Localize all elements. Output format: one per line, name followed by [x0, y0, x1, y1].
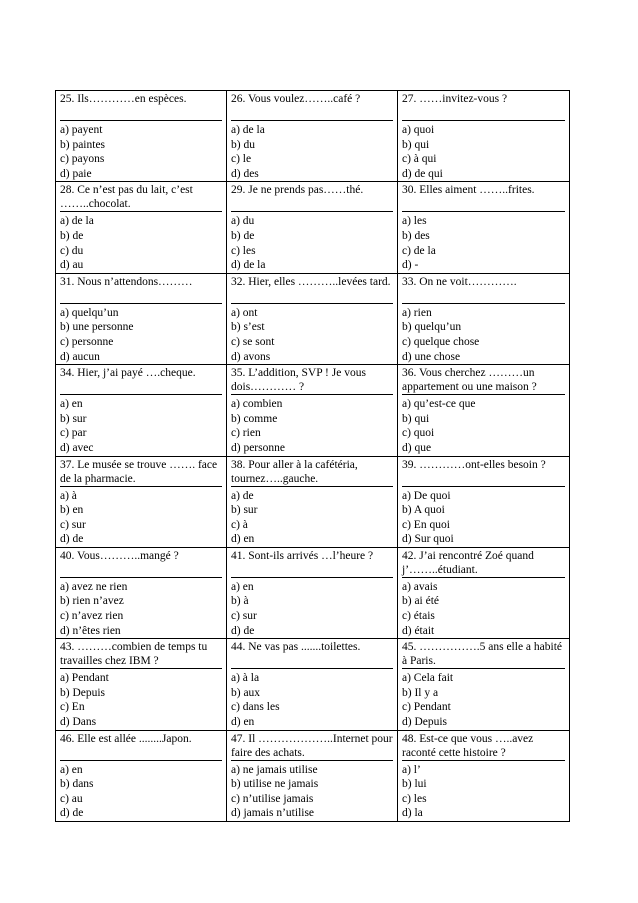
answer-option: b) du	[231, 138, 255, 151]
answer-option: b) lui	[402, 778, 427, 791]
question-cell	[56, 730, 227, 821]
answer-option: b) utilise ne jamais	[231, 778, 319, 791]
question-cell	[398, 273, 570, 364]
answer-option: d) aucun	[60, 350, 100, 363]
answer-option: c) n’avez rien	[60, 610, 124, 623]
answer-option: a) payent	[60, 124, 103, 136]
answer-option: b) qui	[402, 412, 430, 425]
answer-option: c) En	[60, 701, 85, 714]
answer-option: d) jamais n’utilise	[231, 807, 315, 820]
question-cell	[227, 730, 398, 821]
question-text: 47. Il ………………..Internet pour faire des achats.	[231, 732, 393, 759]
question-text: 29. Je ne prends pas……thé.	[231, 183, 393, 212]
quiz-body	[56, 91, 570, 822]
answer-option: c) les	[402, 792, 427, 805]
question-cell	[398, 91, 570, 182]
question-cell	[227, 273, 398, 364]
question-text: 41. Sont-ils arrivés …l’heure ?	[231, 549, 393, 578]
answer-option: a) avais	[402, 580, 438, 593]
answer-option: d) Dans	[60, 716, 97, 729]
question-cell	[56, 639, 227, 730]
question-text: 46. Elle est allée ........Japon.	[60, 732, 222, 761]
answer-option: b) rien n’avez	[60, 595, 124, 608]
question-text: 28. Ce n’est pas du lait, c’est ……..chocolat.	[60, 183, 222, 212]
question-text: 44. Ne vas pas .......toilettes.	[231, 640, 393, 669]
answer-option: a) combien	[231, 398, 283, 411]
answer-option: b) de	[231, 229, 255, 242]
answer-option: d) au	[60, 259, 84, 272]
question-text: 33. On ne voit………….	[402, 275, 565, 304]
question-cell	[56, 273, 227, 364]
answer-option: b) des	[402, 229, 430, 242]
answer-option: a) avez ne rien	[60, 580, 128, 593]
answer-option: b) une personne	[60, 321, 134, 334]
answer-option: c) se sont	[231, 335, 275, 348]
answer-option: c) quoi	[402, 427, 435, 440]
answer-option: a) Pendant	[60, 672, 109, 685]
answer-option: c) les	[231, 244, 256, 257]
answer-option: c) rien	[231, 427, 261, 440]
answer-option: d) Depuis	[402, 716, 448, 729]
question-row	[56, 182, 570, 273]
answer-option: a) du	[231, 215, 255, 228]
question-cell	[398, 365, 570, 456]
answer-option: c) à qui	[402, 153, 437, 166]
answer-option: d) de la	[231, 259, 266, 272]
answer-option: d) Sur quoi	[402, 533, 454, 546]
answer-option: c) au	[60, 792, 83, 805]
answer-option: d) une chose	[402, 350, 461, 363]
answer-option: d) -	[402, 259, 419, 272]
answer-option: b) A quoi	[402, 504, 445, 517]
answer-option: b) sur	[231, 504, 258, 517]
answer-option: c) le	[231, 153, 252, 166]
answer-option: a) en	[231, 580, 254, 593]
answer-option: b) Depuis	[60, 686, 106, 699]
question-text: 38. Pour aller à la cafétéria, tournez…..gauche.	[231, 458, 393, 487]
question-cell	[227, 547, 398, 638]
answer-option: d) de qui	[402, 167, 443, 180]
question-text: 32. Hier, elles ………..levées tard.	[231, 275, 393, 304]
answer-option: b) de	[60, 229, 84, 242]
question-row	[56, 456, 570, 547]
answer-option: c) à	[231, 518, 248, 531]
answer-option: a) en	[60, 398, 83, 411]
question-text: 30. Elles aiment ……..frites.	[402, 183, 565, 212]
answer-option: d) que	[402, 441, 432, 454]
question-text: 48. Est-ce que vous …..avez raconté cette histoire ?	[402, 732, 565, 761]
answer-option: b) s’est	[231, 321, 265, 334]
answer-option: c) de la	[402, 244, 436, 257]
answer-option: d) avec	[60, 441, 94, 454]
answer-option: c) dans les	[231, 701, 280, 714]
question-cell	[398, 182, 570, 273]
answer-option: a) de	[231, 489, 254, 502]
answer-option: d) personne	[231, 441, 285, 454]
question-text: 34. Hier, j’ai payé ….cheque.	[60, 366, 222, 395]
answer-option: d) n’êtes rien	[60, 624, 121, 637]
question-row	[56, 547, 570, 638]
answer-option: c) quelque chose	[402, 335, 480, 348]
answer-option: a) l’	[402, 763, 421, 776]
answer-option: d) avons	[231, 350, 271, 363]
answer-option: c) étais	[402, 610, 435, 623]
answer-option: c) payons	[60, 153, 105, 166]
answer-option: c) sur	[60, 518, 86, 531]
answer-option: d) paie	[60, 167, 92, 180]
answer-option: a) Cela fait	[402, 672, 454, 685]
question-cell	[56, 182, 227, 273]
question-row	[56, 639, 570, 730]
answer-option: a) rien	[402, 306, 432, 319]
answer-option: c) En quoi	[402, 518, 450, 531]
answer-option: a) De quoi	[402, 489, 451, 502]
question-cell	[56, 365, 227, 456]
answer-option: d) de	[60, 533, 84, 546]
question-text: 35. L’addition, SVP ! Je vous dois………… ?	[231, 366, 393, 395]
question-row	[56, 273, 570, 364]
answer-option: b) qui	[402, 138, 430, 151]
answer-option: b) aux	[231, 686, 261, 699]
answer-option: a) de la	[60, 215, 94, 228]
answer-option: d) de	[231, 624, 255, 637]
answer-option: b) sur	[60, 412, 87, 425]
question-text: 39. …………ont-elles besoin ?	[402, 458, 565, 487]
question-text: 45. …………….5 ans elle a habité à Paris.	[402, 640, 565, 669]
question-text: 31. Nous n’attendons………	[60, 275, 222, 304]
question-cell	[227, 365, 398, 456]
answer-option: a) en	[60, 763, 83, 776]
quiz-table	[55, 90, 570, 822]
question-text: 26. Vous voulez……..café ?	[231, 92, 393, 121]
question-cell	[56, 547, 227, 638]
question-text: 25. Ils…………en espèces.	[60, 92, 222, 121]
answer-option: b) à	[231, 595, 249, 608]
question-text: 37. Le musée se trouve ……. face de la pharmacie.	[60, 458, 222, 487]
question-row	[56, 91, 570, 182]
question-cell	[227, 91, 398, 182]
question-row	[56, 730, 570, 821]
answer-option: a) quoi	[402, 124, 435, 136]
answer-option: b) ai été	[402, 595, 440, 608]
answer-option: c) Pendant	[402, 701, 451, 714]
question-text: 42. J’ai rencontré Zoé quand j’……..étudiant.	[402, 549, 565, 578]
answer-option: c) personne	[60, 335, 114, 348]
question-row	[56, 365, 570, 456]
answer-option: b) Il y a	[402, 686, 439, 699]
answer-option: c) sur	[231, 610, 257, 623]
answer-option: d) en	[231, 716, 255, 729]
answer-option: b) en	[60, 504, 84, 517]
answer-option: a) à la	[231, 672, 260, 685]
answer-option: b) quelqu’un	[402, 321, 462, 334]
question-cell	[56, 456, 227, 547]
question-cell	[398, 547, 570, 638]
answer-option: c) du	[60, 244, 84, 257]
answer-option: a) de la	[231, 124, 265, 136]
answer-option: b) dans	[60, 778, 94, 791]
question-text: 43. ………combien de temps tu travailles chez IBM ?	[60, 640, 222, 669]
question-cell	[56, 91, 227, 182]
answer-option: b) paintes	[60, 138, 106, 151]
answer-option: d) de	[60, 807, 84, 820]
answer-option: a) quelqu’un	[60, 306, 119, 319]
answer-option: c) par	[60, 427, 87, 440]
question-text: 40. Vous………..mangé ?	[60, 549, 222, 578]
question-cell	[227, 639, 398, 730]
answer-option: a) ont	[231, 306, 258, 319]
question-cell	[398, 730, 570, 821]
answer-option: c) n’utilise jamais	[231, 792, 314, 805]
question-text: 36. Vous cherchez ………un appartement ou une maison ?	[402, 366, 565, 395]
answer-option: d) la	[402, 807, 423, 820]
answer-option: a) qu’est-ce que	[402, 398, 476, 411]
answer-option: d) des	[231, 167, 259, 180]
question-cell	[398, 456, 570, 547]
question-cell	[398, 639, 570, 730]
answer-option: b) comme	[231, 412, 278, 425]
question-text: 27. ……invitez-vous ?	[402, 92, 565, 121]
answer-option: d) était	[402, 624, 435, 637]
question-cell	[227, 182, 398, 273]
answer-option: a) ne jamais utilise	[231, 763, 318, 776]
answer-option: d) en	[231, 533, 255, 546]
answer-option: a) à	[60, 489, 77, 502]
question-cell	[227, 456, 398, 547]
answer-option: a) les	[402, 215, 427, 228]
